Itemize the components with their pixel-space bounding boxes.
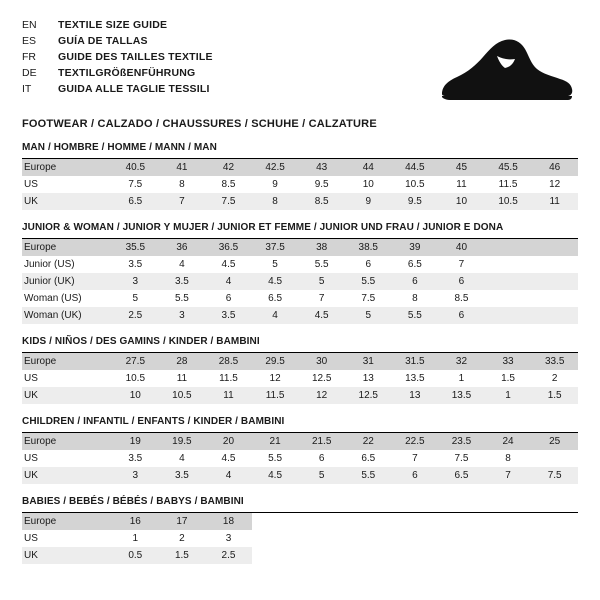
table-row: [22, 307, 578, 324]
size-cell: 31: [345, 353, 392, 370]
size-cell: 3: [159, 307, 206, 324]
size-table: [22, 513, 578, 564]
size-cell: 1: [458, 373, 465, 384]
block-heading: KIDS / NIÑOS / DES GAMINS / KINDER / BAMBINI: [22, 336, 578, 353]
size-cell: 7: [318, 293, 325, 304]
size-cell: 12.5: [311, 373, 332, 384]
size-cell: 10.5: [485, 193, 532, 210]
size-cell: 21.5: [298, 433, 345, 450]
size-cell: 22: [345, 433, 392, 450]
block-heading: MAN / HOMBRE / HOMME / MANN / MAN: [22, 142, 578, 159]
size-cell: 3.5: [128, 259, 143, 270]
size-cell: 10.5: [125, 373, 146, 384]
size-cell: 1.5: [501, 373, 515, 384]
size-cell: 24: [485, 433, 532, 450]
size-cell: 11: [205, 387, 252, 404]
language-title: TEXTILGRÖßENFÜHRUNG: [58, 67, 196, 79]
row-label: US: [24, 533, 38, 544]
size-cell: 7.5: [531, 467, 578, 484]
size-cell-empty: [345, 530, 392, 547]
size-cell: 6.5: [112, 193, 159, 210]
size-cell: 36: [159, 239, 206, 256]
size-cell-empty: [345, 547, 392, 564]
size-cell: 11.5: [252, 387, 299, 404]
size-cell: 10: [362, 179, 374, 190]
size-cell: 6: [365, 259, 372, 270]
table-row: [22, 433, 578, 450]
size-cell: 6: [392, 467, 439, 484]
size-cell: 1: [132, 533, 139, 544]
size-cell: 44: [345, 159, 392, 176]
size-cell: 4.5: [252, 467, 299, 484]
size-cell: 1.5: [531, 387, 578, 404]
size-table-body: [22, 239, 578, 324]
size-cell: 5.5: [345, 467, 392, 484]
size-cell: 8: [179, 179, 185, 190]
language-title: GUIDA ALLE TAGLIE TESSILI: [58, 83, 210, 95]
size-cell: 4: [205, 467, 252, 484]
table-row: [22, 467, 578, 484]
size-cell-empty: [252, 530, 299, 547]
size-cell: 4: [205, 273, 252, 290]
size-cell: 19: [112, 433, 159, 450]
size-cell: [485, 273, 532, 290]
size-cell: [485, 307, 532, 324]
table-row: [22, 193, 578, 210]
size-cell: 33.5: [531, 353, 578, 370]
size-cell: 8.5: [454, 293, 469, 304]
size-cell: 5.5: [314, 259, 329, 270]
size-cell-empty: [392, 530, 439, 547]
size-cell: 5.5: [268, 453, 283, 464]
size-cell: 11: [531, 193, 578, 210]
size-cell: [531, 307, 578, 324]
row-label: Europe: [22, 353, 112, 370]
size-cell: 31.5: [392, 353, 439, 370]
size-cell: 9: [272, 179, 278, 190]
size-cell: 3: [112, 273, 159, 290]
size-cell: 5: [298, 467, 345, 484]
size-cell: 1.5: [159, 547, 206, 564]
size-cell: 3: [225, 533, 232, 544]
size-cell: 16: [112, 513, 159, 530]
size-cell-empty: [531, 513, 578, 530]
size-cell: 29.5: [252, 353, 299, 370]
row-label: Europe: [22, 433, 112, 450]
size-cell: 23.5: [438, 433, 485, 450]
size-cell: 7.5: [128, 179, 143, 190]
size-cell: 39: [392, 239, 439, 256]
size-cell: 30: [298, 353, 345, 370]
size-cell-empty: [252, 513, 299, 530]
size-cell: 12: [298, 387, 345, 404]
size-cell: 21: [252, 433, 299, 450]
row-label: Junior (US): [24, 259, 75, 270]
dress-shoe-icon: [384, 34, 574, 108]
size-cell: 5: [298, 273, 345, 290]
size-cell: 45.5: [485, 159, 532, 176]
size-cell: 12: [549, 179, 561, 190]
size-cell: 10: [112, 387, 159, 404]
size-cell: 40: [438, 239, 485, 256]
size-cell: 2.5: [205, 547, 252, 564]
size-cell: 11.5: [498, 179, 518, 190]
table-row: [22, 290, 578, 307]
size-cell: 4.5: [221, 453, 236, 464]
size-cell-empty: [438, 513, 485, 530]
size-cell: 7.5: [205, 193, 252, 210]
size-cell: 13.5: [405, 373, 425, 384]
size-cell-empty: [438, 530, 485, 547]
language-title-list-body: [22, 18, 213, 98]
row-label: UK: [22, 193, 112, 210]
size-cell: 6: [318, 453, 325, 464]
size-cell: 41: [159, 159, 206, 176]
row-label: US: [24, 373, 38, 384]
size-cell: [485, 290, 532, 307]
size-cell: 6: [225, 293, 232, 304]
size-cell: 5: [132, 293, 139, 304]
size-cell: 9.5: [392, 193, 439, 210]
size-table: [22, 353, 578, 404]
size-cell-empty: [252, 547, 299, 564]
size-cell: 35.5: [112, 239, 159, 256]
size-cell: 42.5: [252, 159, 299, 176]
row-label: Europe: [22, 513, 112, 530]
size-cell: 2.5: [112, 307, 159, 324]
size-cell: 7.5: [454, 453, 469, 464]
size-cell: 18: [205, 513, 252, 530]
table-row: [22, 370, 578, 387]
size-cell: 44.5: [392, 159, 439, 176]
size-cell: 8.5: [221, 179, 236, 190]
block-heading: BABIES / BEBÉS / BÉBÉS / BABYS / BAMBINI: [22, 496, 578, 513]
size-cell: 4: [179, 259, 185, 270]
size-cell: 4.5: [298, 307, 345, 324]
size-cell: 13: [362, 373, 374, 384]
size-table-body: [22, 353, 578, 404]
size-cell: 10.5: [405, 179, 425, 190]
size-cell: 43: [298, 159, 345, 176]
size-cell: 32: [438, 353, 485, 370]
size-cell: 8: [505, 453, 511, 464]
size-cell: 7: [159, 193, 206, 210]
row-label: UK: [22, 387, 112, 404]
size-cell: 37.5: [252, 239, 299, 256]
size-cell: 9.5: [314, 179, 329, 190]
size-cell: 8: [412, 293, 418, 304]
size-cell-empty: [438, 547, 485, 564]
size-table: [22, 159, 578, 210]
size-cell: 7: [412, 453, 418, 464]
size-cell: 10: [438, 193, 485, 210]
size-cell: [531, 273, 578, 290]
size-cell-empty: [485, 530, 532, 547]
size-cell-empty: [298, 513, 345, 530]
size-cell: 1: [485, 387, 532, 404]
size-cell-empty: [345, 513, 392, 530]
document-header: [22, 18, 578, 104]
size-table: [22, 239, 578, 324]
size-cell: 28: [159, 353, 206, 370]
size-cell: [531, 450, 578, 467]
size-cell: 6: [392, 273, 439, 290]
size-block-babies: [22, 496, 578, 564]
size-cell: 8.5: [298, 193, 345, 210]
size-cell-empty: [485, 513, 532, 530]
language-code: DE: [22, 67, 37, 79]
size-cell: 22.5: [392, 433, 439, 450]
size-cell-empty: [298, 547, 345, 564]
size-cell: 4: [179, 453, 185, 464]
size-cell-empty: [531, 530, 578, 547]
table-row: [22, 353, 578, 370]
row-label: Woman (US): [24, 293, 82, 304]
row-label: US: [24, 179, 38, 190]
size-table-body: [22, 513, 578, 564]
size-cell: 5.5: [174, 293, 189, 304]
row-label: US: [24, 453, 38, 464]
size-cell: 11: [176, 373, 188, 384]
size-cell: 40.5: [112, 159, 159, 176]
size-cell: 4.5: [252, 273, 299, 290]
size-cell: 36.5: [205, 239, 252, 256]
table-row: [22, 513, 578, 530]
size-cell: [531, 256, 578, 273]
size-cell: [485, 239, 532, 256]
row-label: UK: [22, 547, 112, 564]
size-cell: 11.5: [219, 373, 238, 384]
size-cell: 17: [159, 513, 206, 530]
size-cell: 5.5: [345, 273, 392, 290]
size-cell: 6.5: [438, 467, 485, 484]
page-title: FOOTWEAR / CALZADO / CHAUSSURES / SCHUHE / CALZATURE: [22, 118, 377, 130]
size-cell: 0.5: [112, 547, 159, 564]
size-cell: 6: [438, 273, 485, 290]
size-cell: 7: [458, 259, 465, 270]
size-cell: 6: [438, 307, 485, 324]
row-label: Europe: [22, 159, 112, 176]
language-row: [22, 50, 213, 66]
size-cell: 3: [112, 467, 159, 484]
size-cell: [531, 290, 578, 307]
language-row: [22, 18, 213, 34]
row-label: Junior (UK): [22, 273, 112, 290]
size-cell: [485, 256, 532, 273]
size-cell: 6.5: [407, 259, 422, 270]
size-cell: 13: [392, 387, 439, 404]
size-cell: 3.5: [159, 467, 206, 484]
size-block-kids: [22, 336, 578, 404]
size-cell: 28.5: [205, 353, 252, 370]
table-row: [22, 159, 578, 176]
size-cell: 2: [551, 373, 558, 384]
language-code: IT: [22, 83, 32, 95]
size-cell: 6.5: [361, 453, 376, 464]
language-title: TEXTILE SIZE GUIDE: [58, 19, 168, 31]
table-row: [22, 450, 578, 467]
size-cell-empty: [485, 547, 532, 564]
size-cell: 38: [298, 239, 345, 256]
size-cell: 25: [531, 433, 578, 450]
language-title-list: [22, 18, 213, 98]
size-cell: 45: [438, 159, 485, 176]
size-block-junior-woman: [22, 222, 578, 324]
table-row: [22, 547, 578, 564]
size-cell: 11: [456, 179, 467, 190]
size-cell: 7.5: [361, 293, 376, 304]
size-cell: 5.5: [392, 307, 439, 324]
table-row: [22, 273, 578, 290]
size-cell: 7: [485, 467, 532, 484]
table-row: [22, 176, 578, 193]
table-row: [22, 239, 578, 256]
language-code: ES: [22, 35, 37, 47]
language-row: [22, 66, 213, 82]
block-heading: CHILDREN / INFANTIL / ENFANTS / KINDER / BAMBINI: [22, 416, 578, 433]
size-cell: 12: [269, 373, 281, 384]
size-cell: 10.5: [159, 387, 206, 404]
language-code: EN: [22, 19, 37, 31]
row-label: Woman (UK): [22, 307, 112, 324]
size-cell: 27.5: [112, 353, 159, 370]
block-heading: JUNIOR & WOMAN / JUNIOR Y MUJER / JUNIOR ET FEMME / JUNIOR UND FRAU / JUNIOR E DONA: [22, 222, 578, 239]
language-row: [22, 82, 213, 98]
size-cell: 2: [179, 533, 185, 544]
size-cell: 5: [345, 307, 392, 324]
language-code: FR: [22, 51, 36, 63]
size-block-man: [22, 142, 578, 210]
size-cell: 46: [531, 159, 578, 176]
size-cell: 3.5: [205, 307, 252, 324]
size-cell-empty: [392, 513, 439, 530]
table-row: [22, 387, 578, 404]
size-cell: 13.5: [438, 387, 485, 404]
size-cell: 9: [345, 193, 392, 210]
size-cell: 4: [252, 307, 299, 324]
table-row: [22, 256, 578, 273]
size-cell-empty: [531, 547, 578, 564]
size-cell: 6.5: [268, 293, 283, 304]
size-cell: 38.5: [345, 239, 392, 256]
size-cell: 19.5: [159, 433, 206, 450]
size-cell-empty: [298, 530, 345, 547]
size-cell: 3.5: [159, 273, 206, 290]
size-cell: 42: [205, 159, 252, 176]
size-block-children: [22, 416, 578, 484]
size-cell: 12.5: [345, 387, 392, 404]
language-title: GUÍA DE TALLAS: [58, 35, 148, 47]
size-table-body: [22, 433, 578, 484]
size-cell: [531, 239, 578, 256]
size-cell: 20: [205, 433, 252, 450]
row-label: UK: [22, 467, 112, 484]
table-row: [22, 530, 578, 547]
language-title: GUIDE DES TAILLES TEXTILE: [58, 51, 213, 63]
size-cell: 4.5: [221, 259, 236, 270]
size-cell: 5: [272, 259, 278, 270]
size-table: [22, 433, 578, 484]
size-cell: 3.5: [128, 453, 143, 464]
size-cell: 8: [252, 193, 299, 210]
size-cell-empty: [392, 547, 439, 564]
row-label: Europe: [22, 239, 112, 256]
size-cell: 33: [485, 353, 532, 370]
size-table-body: [22, 159, 578, 210]
language-row: [22, 34, 213, 50]
